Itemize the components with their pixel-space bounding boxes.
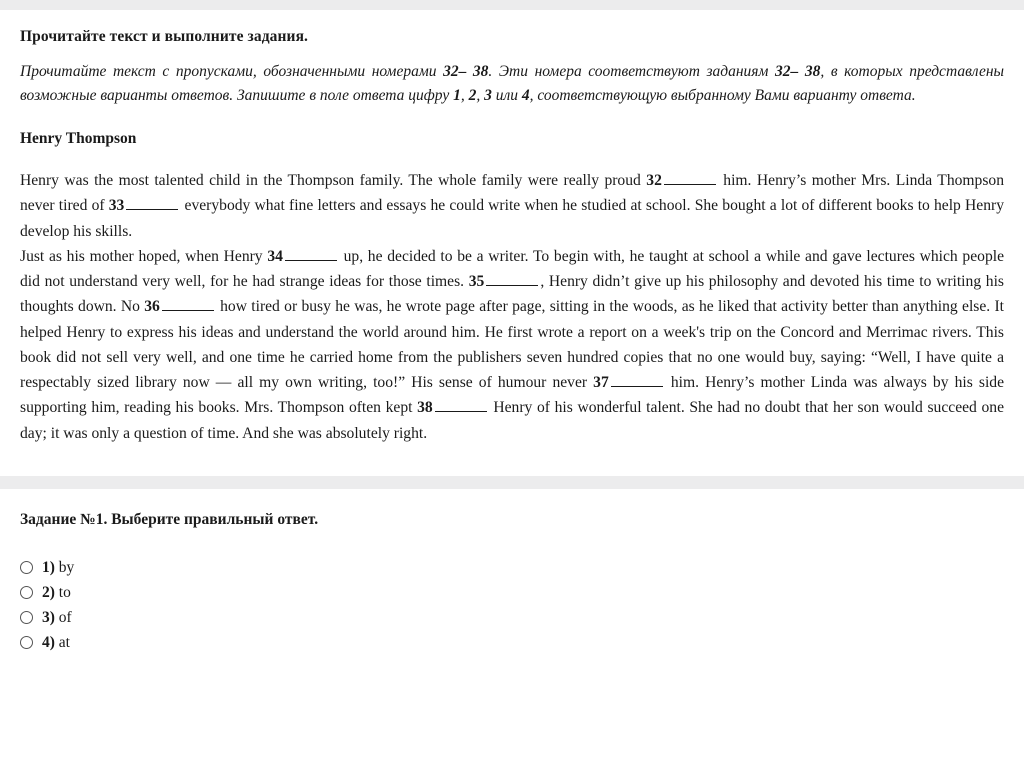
gap-blank — [285, 248, 337, 261]
question-heading: Задание №1. Выберите правильный ответ. — [20, 510, 319, 528]
option-label — [42, 609, 72, 627]
option-row[interactable] — [20, 584, 1004, 602]
gap-blank — [611, 374, 663, 387]
task-heading: Прочитайте текст и выполните задания. — [20, 28, 309, 45]
option-number: 2) — [42, 583, 55, 601]
passage-paragraph-2: Just as his mother hoped, when Henry 34 up, he decided to be a writer. To begin with, he taught at school a while and gave lectures which people did not understand very well, for he had strange ideas for those times. 35 , Henry didn’t give up his philosophy and devoted his time to writing his thoughts down. No 36 how tired or busy he was, he wrote page after page, sitting in the woods, as he liked that activity better than anything else. It helped Henry to express his ideas and understand the world around him. He first wrote a report on a week's trip on the Concord and Merrimac rivers. This book did not sell very well, and one time he carried home from the publishers seven hundred copies that no one would buy, saying: “Well, I have quite a respectably sized library now — all my own writing, too!” His sense of humour never 37 him. Henry’s mother Linda was always by his side supporting him, reading his books. Mrs. Thompson often kept 38 Henry of his wonderful talent. She had no doubt that her son would succeed one day; it was only a question of time. And she was absolutely right. — [20, 247, 1004, 442]
passage-paragraph-1: Henry was the most talented child in the Thompson family. The whole family were really proud 32 him. Henry’s mother Mrs. Linda Thompson never tired of 33 everybody what fine letters and essays he could write when he studied at school. She bought a lot of different books to help Henry develop his skills. — [20, 172, 1005, 240]
reading-passage — [20, 168, 1004, 446]
option-row[interactable] — [20, 634, 1004, 652]
option-text: by — [58, 558, 75, 576]
option-label — [42, 559, 74, 577]
gap-number: 38 — [417, 399, 433, 417]
option-label — [42, 634, 70, 652]
option-number: 1) — [42, 558, 55, 576]
option-text: at — [58, 633, 70, 651]
radio-button-icon[interactable] — [20, 561, 33, 574]
option-row[interactable] — [20, 609, 1004, 627]
gap-blank — [435, 399, 487, 412]
gap-blank — [486, 273, 538, 286]
gap-number: 32 — [646, 172, 662, 190]
gap-number: 37 — [593, 374, 609, 392]
option-text: of — [58, 608, 72, 626]
answer-options — [20, 559, 1004, 652]
radio-button-icon[interactable] — [20, 611, 33, 624]
radio-button-icon[interactable] — [20, 586, 33, 599]
option-number: 3) — [42, 608, 55, 626]
gap-number: 33 — [108, 197, 125, 215]
gap-number: 35 — [468, 273, 485, 291]
question-section — [0, 511, 1024, 652]
gap-number: 34 — [267, 247, 283, 265]
radio-button-icon[interactable] — [20, 636, 33, 649]
task-instructions: Прочитайте текст с пропусками, обозначенными номерами 32– 38. Эти номера соответствуют заданиям 32– 38, в которых представлены возможные варианты ответов. Запишите в поле ответа цифру 1, 2, 3 или 4, соответствующую выбранному Вами варианту ответа. — [20, 63, 1005, 105]
option-text: to — [58, 583, 71, 601]
option-number: 4) — [42, 633, 55, 651]
gap-blank — [162, 298, 214, 311]
option-row[interactable] — [20, 559, 1004, 577]
reading-text-title: Henry Thompson — [20, 130, 137, 148]
gap-number: 36 — [144, 298, 160, 316]
top-strip — [0, 0, 1024, 10]
gap-blank — [126, 197, 178, 210]
task-section — [0, 28, 1024, 446]
gap-blank — [664, 172, 716, 185]
section-divider — [0, 476, 1024, 489]
option-label — [42, 584, 71, 602]
